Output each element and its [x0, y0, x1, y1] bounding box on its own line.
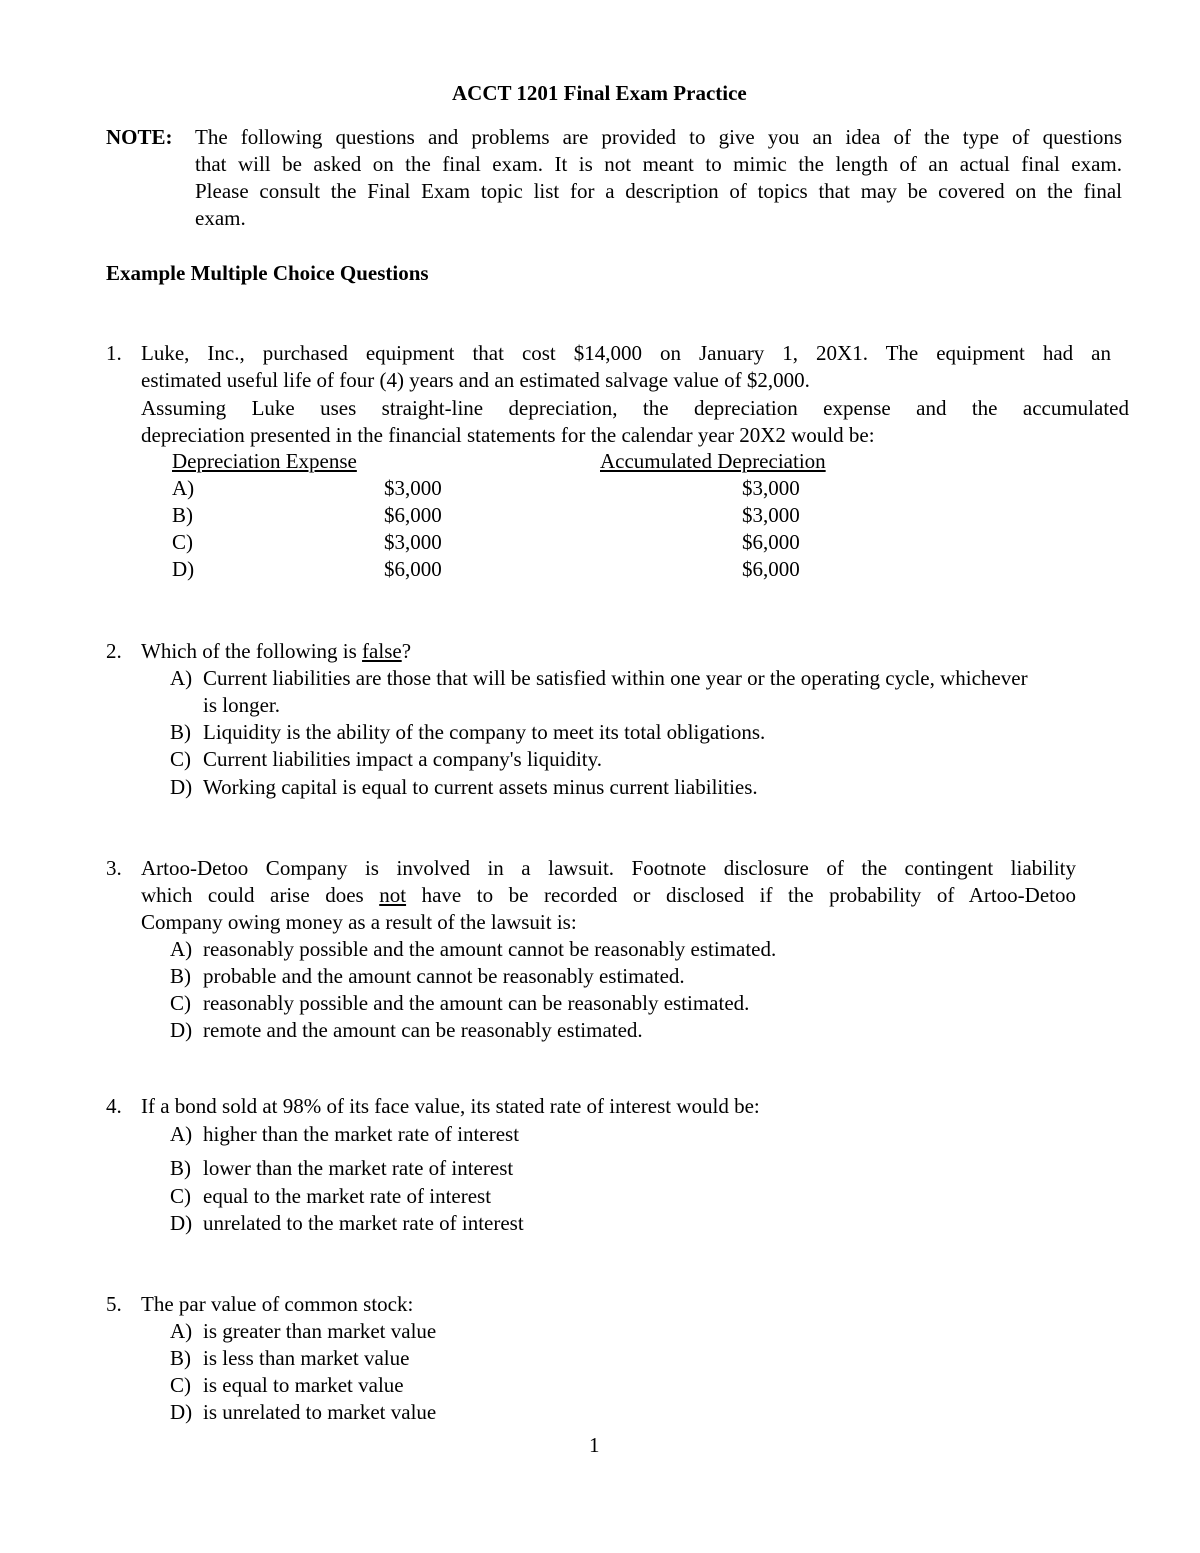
q4-stem: If a bond sold at 98% of its face value, its stated rate of interest would be: [141, 1094, 760, 1118]
q3-option-letter: D) [170, 1018, 193, 1042]
q1-line-3: Assuming Luke uses straight-line depreciation, the depreciation expense and the accumulated [141, 396, 1129, 420]
q5-option-letter: C) [170, 1373, 191, 1397]
q5-stem: The par value of common stock: [141, 1292, 414, 1316]
q4-option-letter: C) [170, 1184, 191, 1208]
q5-option-text: is unrelated to market value [203, 1400, 437, 1424]
q2-stem [141, 638, 411, 665]
q5-option-letter: D) [170, 1400, 193, 1424]
q1-row-expense: $3,000 [384, 476, 442, 500]
q2-number: 2. [106, 639, 122, 663]
q1-row-expense: $6,000 [384, 503, 442, 527]
q1-row-accum: $6,000 [742, 530, 800, 554]
q4-option-letter: D) [170, 1211, 193, 1235]
q2-option-letter: C) [170, 747, 191, 771]
q1-line-4: depreciation presented in the financial statements for the calendar year 20X2 would be: [141, 423, 875, 447]
q4-option-letter: B) [170, 1156, 191, 1180]
q2-option-text-cont: is longer. [203, 693, 280, 717]
q1-row-accum: $3,000 [742, 503, 800, 527]
note-line-3: Please consult the Final Exam topic list for a description of topics that may be covered on the final [195, 179, 1122, 203]
q2-stem-pre: Which of the following is [141, 639, 363, 663]
q2-option-text: Working capital is equal to current assets minus current liabilities. [203, 775, 758, 799]
page-number: 1 [589, 1433, 600, 1457]
q1-row-letter: B) [172, 503, 193, 527]
q1-number: 1. [106, 341, 122, 365]
page-title: ACCT 1201 Final Exam Practice [452, 81, 747, 105]
q5-option-text: is greater than market value [203, 1319, 437, 1343]
q4-number: 4. [106, 1094, 122, 1118]
q3-line-1: Artoo-Detoo Company is involved in a lawsuit. Footnote disclosure of the contingent liability [141, 856, 1076, 880]
q5-option-text: is equal to market value [203, 1373, 404, 1397]
q4-option-text: equal to the market rate of interest [203, 1184, 492, 1208]
section-heading: Example Multiple Choice Questions [106, 261, 429, 285]
q1-col-expense-header: Depreciation Expense [172, 449, 357, 473]
q2-stem-post: ? [401, 639, 412, 663]
q3-number: 3. [106, 856, 122, 880]
q5-option-letter: A) [170, 1319, 193, 1343]
note-label: NOTE: [106, 125, 173, 149]
q1-line-2: estimated useful life of four (4) years and an estimated salvage value of $2,000. [141, 368, 810, 392]
q1-row-accum: $6,000 [742, 557, 800, 581]
q3-option-text: reasonably possible and the amount can be reasonably estimated. [203, 991, 750, 1015]
q2-option-text: Current liabilities impact a company's liquidity. [203, 747, 603, 771]
note-line-2: that will be asked on the final exam. It is not meant to mimic the length of an actual final exam. [195, 152, 1122, 176]
q2-option-text: Liquidity is the ability of the company to meet its total obligations. [203, 720, 766, 744]
q1-row-letter: A) [172, 476, 195, 500]
q5-option-text: is less than market value [203, 1346, 410, 1370]
q3-line-2-pre: which could arise does [141, 883, 380, 907]
q3-line-3: Company owing money as a result of the lawsuit is: [141, 910, 577, 934]
q4-option-text: higher than the market rate of interest [203, 1122, 520, 1146]
note-line-4: exam. [195, 206, 246, 230]
q1-line-1: Luke, Inc., purchased equipment that cost $14,000 on January 1, 20X1. The equipment had an [141, 341, 1111, 365]
q2-option-text: Current liabilities are those that will be satisfied within one year or the operating cycle, whichever [203, 666, 1028, 690]
q1-row-letter: D) [172, 557, 195, 581]
q3-line-2-emphasis: not [379, 883, 407, 907]
q2-option-letter: B) [170, 720, 191, 744]
q2-stem-emphasis: false [362, 639, 402, 663]
q3-line-2 [141, 882, 1076, 909]
q3-option-text: probable and the amount cannot be reasonably estimated. [203, 964, 685, 988]
q3-option-text: remote and the amount can be reasonably estimated. [203, 1018, 643, 1042]
q3-option-letter: B) [170, 964, 191, 988]
q1-row-accum: $3,000 [742, 476, 800, 500]
q2-option-letter: D) [170, 775, 193, 799]
q1-row-letter: C) [172, 530, 193, 554]
q3-line-2-post: have to be recorded or disclosed if the probability of Artoo-Detoo [406, 883, 1076, 907]
q3-option-text: reasonably possible and the amount cannot be reasonably estimated. [203, 937, 777, 961]
q5-number: 5. [106, 1292, 122, 1316]
q4-option-letter: A) [170, 1122, 193, 1146]
q4-option-text: lower than the market rate of interest [203, 1156, 514, 1180]
q1-col-accum-header: Accumulated Depreciation [600, 449, 826, 473]
q3-option-letter: A) [170, 937, 193, 961]
q1-row-expense: $3,000 [384, 530, 442, 554]
q4-option-text: unrelated to the market rate of interest [203, 1211, 524, 1235]
q3-option-letter: C) [170, 991, 191, 1015]
q2-option-letter: A) [170, 666, 193, 690]
q5-option-letter: B) [170, 1346, 191, 1370]
note-line-1: The following questions and problems are provided to give you an idea of the type of questions [195, 125, 1122, 149]
q1-row-expense: $6,000 [384, 557, 442, 581]
